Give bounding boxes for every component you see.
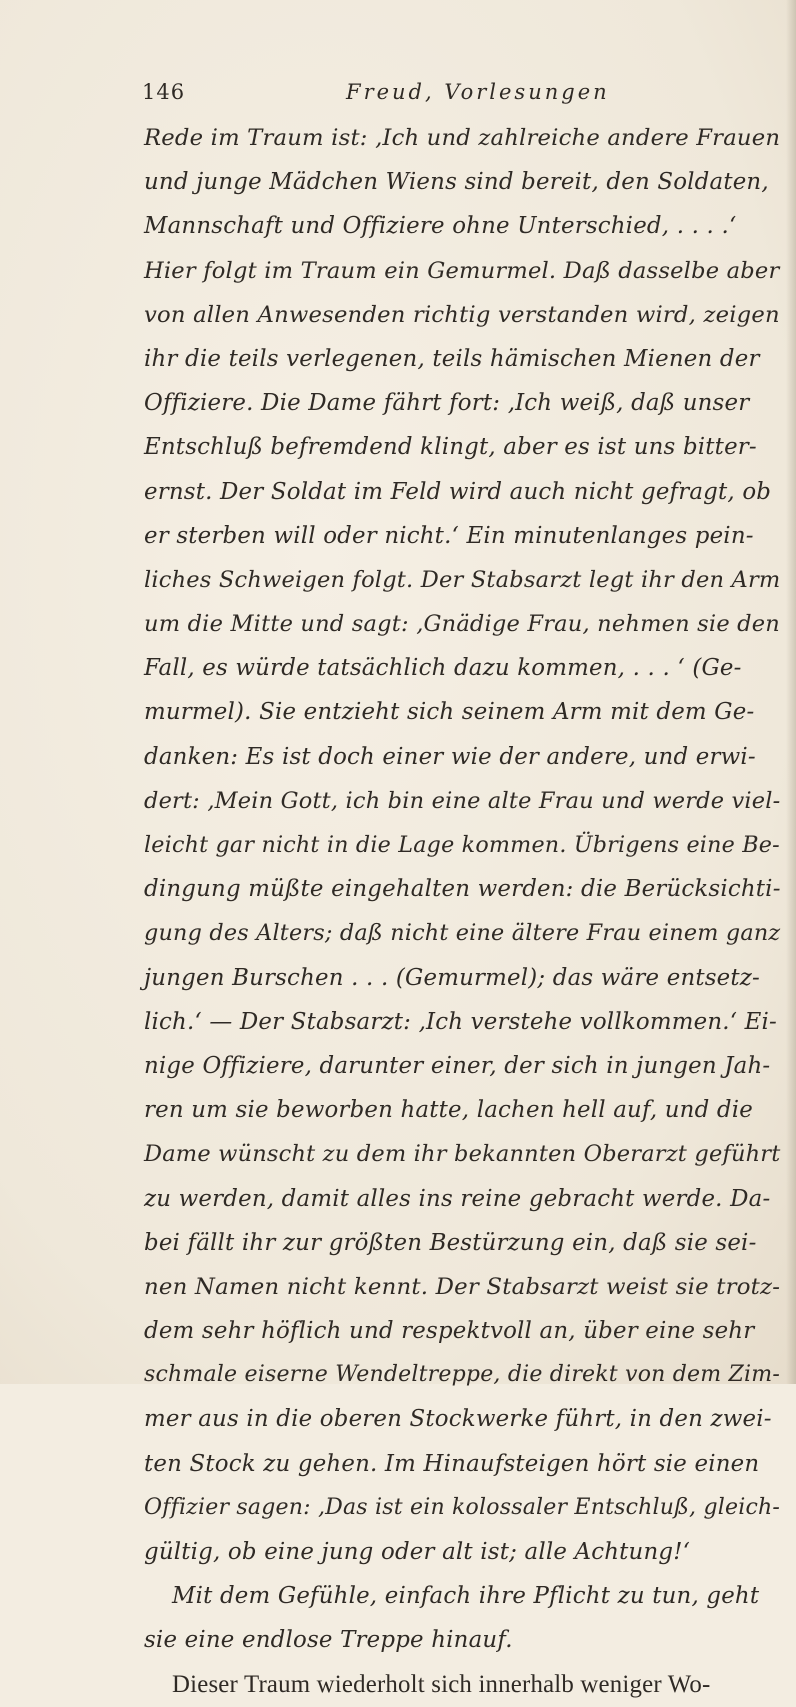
text-line: zu werden, damit alles ins reine gebracht werde. Da- <box>144 1185 771 1212</box>
text-line: murmel). Sie entzieht sich seinem Arm mit dem Ge- <box>144 699 755 726</box>
running-title: Freud, Vorlesungen <box>346 80 610 104</box>
text-line: er sterben will oder nicht.‘ Ein minutenlanges pein- <box>144 522 754 549</box>
text-line: dem sehr höflich und respektvoll an, über eine sehr <box>144 1318 755 1345</box>
text-line: von allen Anwesenden richtig verstanden wird, zeigen <box>144 301 780 328</box>
text-line: gültig, ob eine jung oder alt ist; alle Achtung!‘ <box>144 1539 691 1565</box>
body-text <box>144 116 784 1707</box>
text-line: ten Stock zu gehen. Im Hinaufsteigen hört sie einen <box>144 1450 760 1477</box>
text-line: Mannschaft und Offiziere ohne Unterschied, . . . .‘ <box>144 213 737 240</box>
text-line: um die Mitte und sagt: ‚Gnädige Frau, nehmen sie den <box>144 611 780 638</box>
text-line: nige Offiziere, darunter einer, der sich in jungen Jah- <box>144 1052 771 1079</box>
text-line: schmale eiserne Wendeltreppe, die direkt von dem Zim- <box>144 1362 780 1388</box>
text-line: Dame wünscht zu dem ihr bekannten Oberarzt geführt <box>144 1141 781 1168</box>
text-line: dert: ‚Mein Gott, ich bin eine alte Frau und werde viel- <box>144 787 781 814</box>
text-line: Entschluß befremdend klingt, aber es ist uns bitter- <box>144 434 757 461</box>
text-line: leicht gar nicht in die Lage kommen. Übrigens eine Be- <box>144 832 780 858</box>
text-line: lich.‘ — Der Stabsarzt: ‚Ich verstehe vollkommen.‘ Ei- <box>144 1008 777 1035</box>
text-line: Rede im Traum ist: ‚Ich und zahlreiche andere Frauen <box>144 125 781 151</box>
text-line: sie eine endlose Treppe hinauf. <box>144 1627 513 1654</box>
text-line: Offiziere. Die Dame fährt fort: ‚Ich weiß, daß unser <box>144 390 750 417</box>
text-line: ihr die teils verlegenen, teils hämischen Mienen der <box>144 345 760 372</box>
text-line: gung des Alters; daß nicht eine ältere Frau einem ganz <box>144 920 781 947</box>
text-line: dingung müßte eingehalten werden: die Berücksichti- <box>144 876 781 903</box>
text-line: liches Schweigen folgt. Der Stabsarzt legt ihr den Arm <box>144 566 781 593</box>
text-line: bei fällt ihr zur größten Bestürzung ein, daß sie sei- <box>144 1229 757 1256</box>
text-line: ernst. Der Soldat im Feld wird auch nicht gefragt, ob <box>144 478 772 505</box>
text-line: nen Namen nicht kennt. Der Stabsarzt weist sie trotz- <box>144 1273 781 1300</box>
page-number: 146 <box>142 80 186 104</box>
text-line: Hier folgt im Traum ein Gemurmel. Daß dasselbe aber <box>144 257 780 284</box>
text-line: Mit dem Gefühle, einfach ihre Pflicht zu tun, geht <box>172 1583 760 1610</box>
text-line: ren um sie beworben hatte, lachen hell auf, und die <box>144 1097 753 1124</box>
text-line: danken: Es ist doch einer wie der andere, und erwi- <box>144 743 756 770</box>
text-line: Dieser Traum wiederholt sich innerhalb weniger Wo- <box>172 1670 711 1698</box>
text-line: mer aus in die oberen Stockwerke führt, in den zwei- <box>144 1406 772 1433</box>
page-edge-shadow <box>786 0 796 1384</box>
text-line: Fall, es würde tatsächlich dazu kommen, . . . ‘ (Ge- <box>144 655 742 682</box>
running-head <box>140 80 640 110</box>
text-line: jungen Burschen . . . (Gemurmel); das wäre entsetz- <box>144 964 760 991</box>
text-line: und junge Mädchen Wiens sind bereit, den Soldaten, <box>144 169 769 196</box>
text-line: Offizier sagen: ‚Das ist ein kolossaler Entschluß, gleich- <box>144 1494 781 1520</box>
